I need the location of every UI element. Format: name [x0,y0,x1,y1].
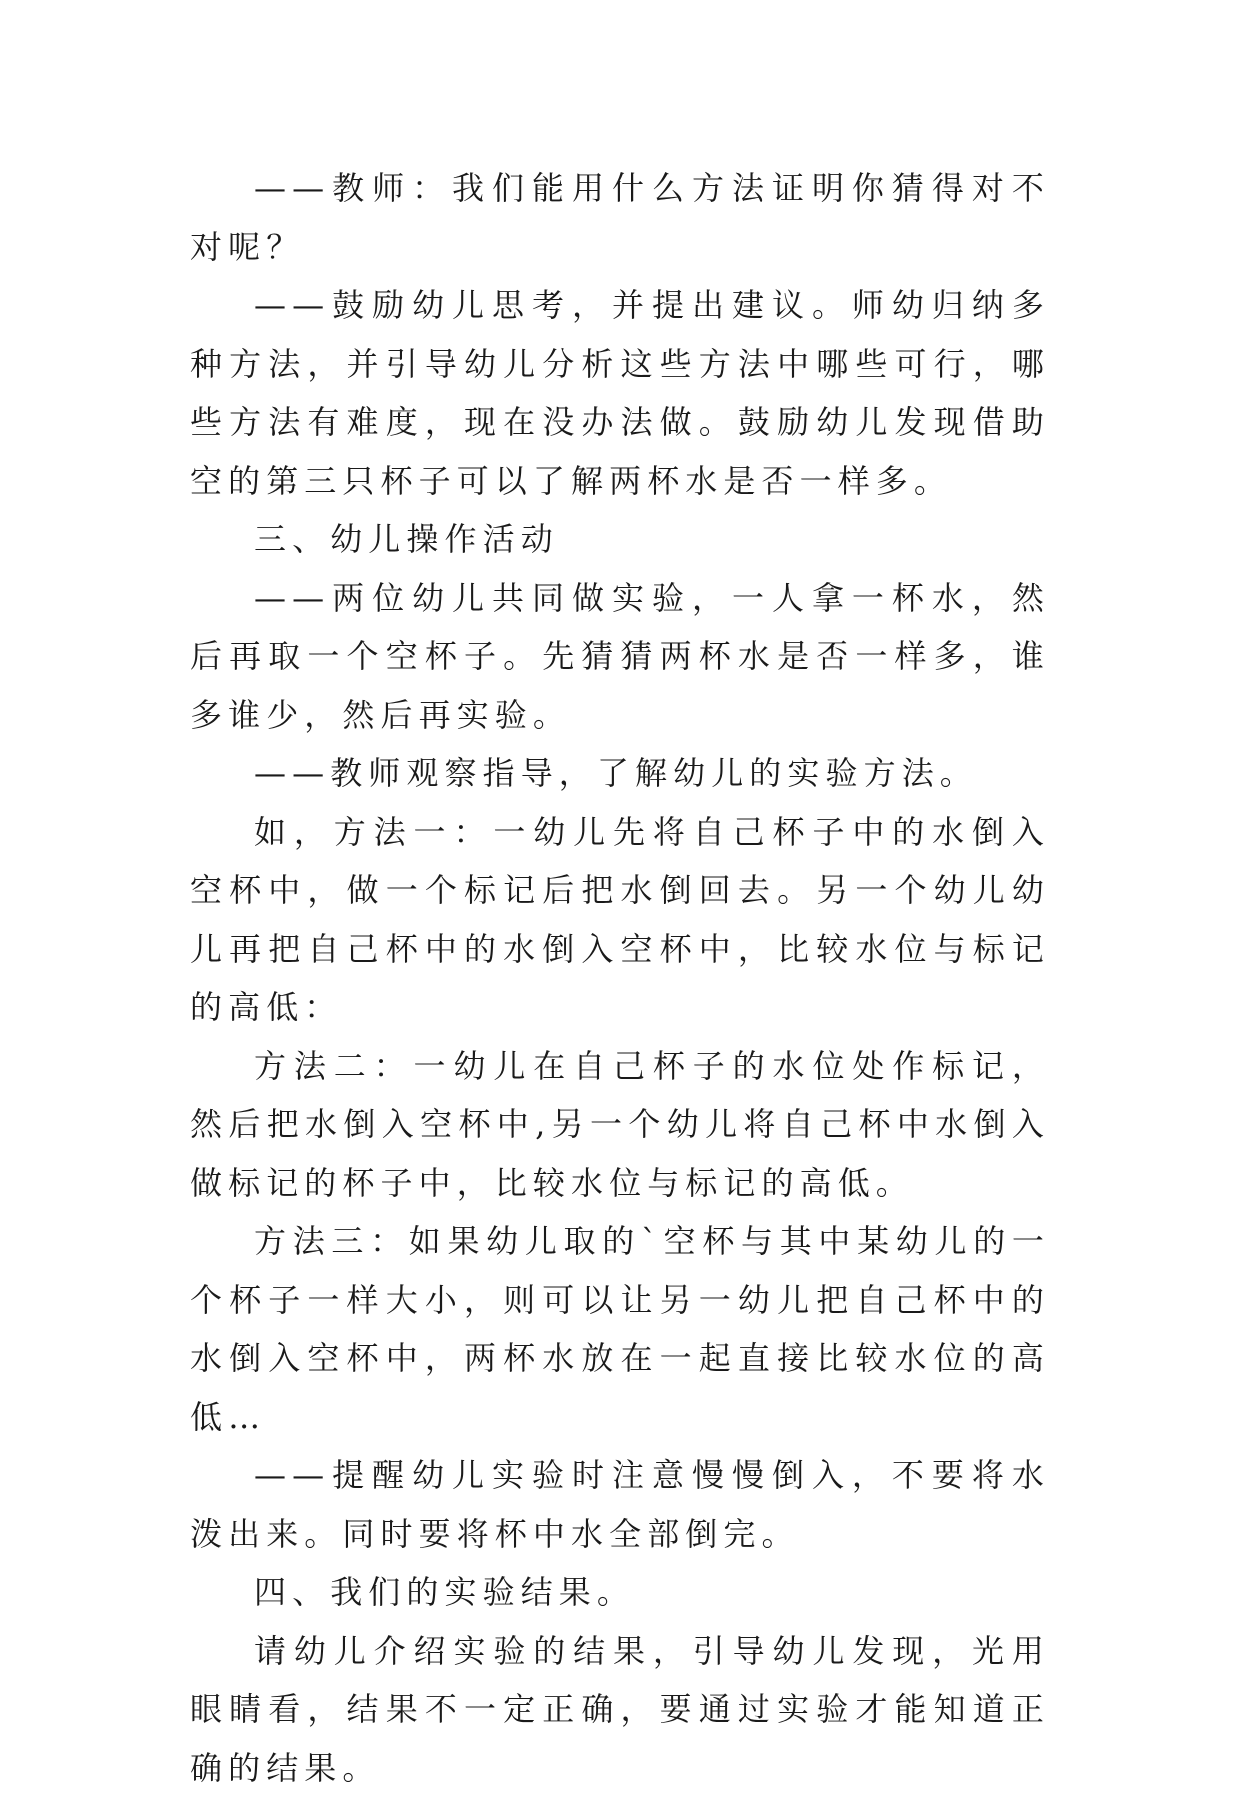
paragraph-conclusion: 请幼儿介绍实验的结果，引导幼儿发现，光用眼睛看，结果不一定正确，要通过实验才能知道正确的结果。 [190,1622,1050,1797]
paragraph-teacher-question: ——教师：我们能用什么方法证明你猜得对不对呢？ [190,159,1050,276]
paragraph-method-two: 方法二：一幼儿在自己杯子的水位处作标记，然后把水倒入空杯中,另一个幼儿将自己杯中水倒入做标记的杯子中，比较水位与标记的高低。 [190,1037,1050,1213]
section-heading-operation: 三、幼儿操作活动 [190,510,1050,569]
section-heading-results: 四、我们的实验结果。 [190,1563,1050,1622]
document-body [190,159,1050,1797]
paragraph-pair-experiment: ——两位幼儿共同做实验，一人拿一杯水，然后再取一个空杯子。先猜猜两杯水是否一样多，谁多谁少，然后再实验。 [190,569,1050,745]
paragraph-teacher-observe: ——教师观察指导，了解幼儿的实验方法。 [190,744,1050,803]
paragraph-reminder: ——提醒幼儿实验时注意慢慢倒入，不要将水泼出来。同时要将杯中水全部倒完。 [190,1446,1050,1563]
paragraph-method-three: 方法三：如果幼儿取的`空杯与其中某幼儿的一个杯子一样大小，则可以让另一幼儿把自己杯中的水倒入空杯中，两杯水放在一起直接比较水位的高低… [190,1212,1050,1446]
paragraph-encourage-thinking: ——鼓励幼儿思考，并提出建议。师幼归纳多种方法，并引导幼儿分析这些方法中哪些可行，哪些方法有难度，现在没办法做。鼓励幼儿发现借助空的第三只杯子可以了解两杯水是否一样多。 [190,276,1050,510]
paragraph-method-one: 如，方法一：一幼儿先将自己杯子中的水倒入空杯中，做一个标记后把水倒回去。另一个幼儿幼儿再把自己杯中的水倒入空杯中，比较水位与标记的高低： [190,803,1050,1037]
